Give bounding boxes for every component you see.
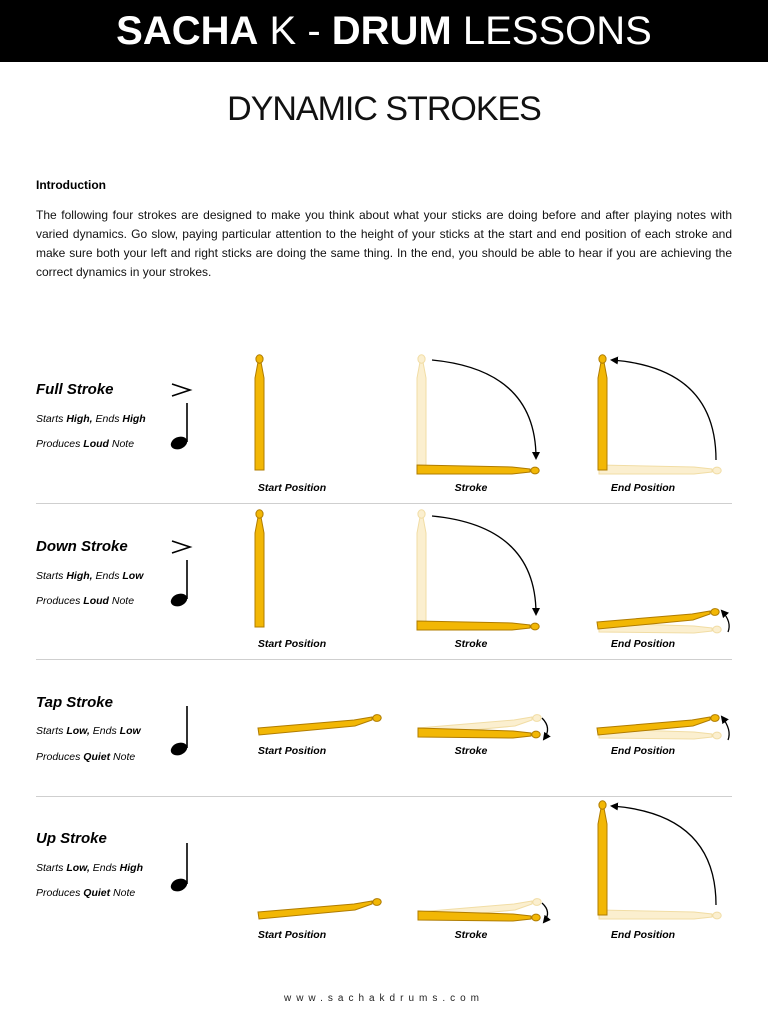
stroke-produces-full: Produces Loud Note — [36, 438, 135, 450]
stroke-produces-tap: Produces Quiet Note — [36, 751, 136, 763]
motion-arrow-icon — [432, 516, 536, 614]
intro-heading: Introduction — [36, 178, 106, 192]
intro-body: The following four strokes are designed to make you think about what your sticks are doing before and after playing notes with varied dynamics. Go slow, paying particular attention to the height of your sticks at the start and end position of each stroke and make sure both your left and right sticks are doing the same thing. In the end, you should be able to hear if you are achieving the correct dynamics in your strokes. — [36, 208, 732, 279]
stroke-name-down: Down Stroke — [36, 538, 128, 555]
footer-url[interactable]: www.sachakdrums.com — [283, 993, 485, 1004]
accent-mark-icon — [172, 541, 190, 553]
stroke-name-up: Up Stroke — [36, 830, 107, 847]
stroke-name-tap: Tap Stroke — [36, 694, 113, 711]
quarter-note-icon — [169, 843, 189, 894]
drumstick-icon — [418, 911, 540, 921]
stroke-starts-up: Starts Low, Ends High — [36, 862, 143, 874]
motion-arrow-icon — [612, 360, 716, 460]
label-start-position: Start Position — [257, 929, 327, 941]
drumstick-icon — [255, 355, 264, 470]
header-title-k: K - — [258, 9, 332, 53]
label-start-position: Start Position — [257, 482, 327, 494]
drumstick-icon — [255, 510, 264, 627]
drumstick-icon — [417, 621, 539, 630]
label-stroke: Stroke — [454, 482, 488, 494]
motion-arrow-icon — [542, 903, 548, 922]
motion-arrow-icon — [722, 611, 729, 632]
quarter-note-icon — [169, 706, 189, 758]
stroke-produces-up: Produces Quiet Note — [36, 887, 136, 899]
label-stroke: Stroke — [454, 929, 488, 941]
label-stroke: Stroke — [454, 745, 488, 757]
drumstick-icon — [598, 355, 607, 470]
drumstick-icon — [598, 801, 607, 915]
stroke-starts-down: Starts High, Ends Low — [36, 570, 144, 582]
accent-mark-icon — [172, 384, 190, 396]
drumstick-icon — [417, 465, 539, 474]
drumstick-icon — [258, 898, 381, 919]
label-stroke: Stroke — [454, 638, 488, 650]
quarter-note-icon — [169, 560, 189, 609]
header-title-drum: DRUM — [331, 9, 452, 53]
motion-arrow-icon — [722, 717, 729, 740]
header-title-lessons: LESSONS — [451, 9, 652, 53]
stroke-starts-tap: Starts Low, Ends Low — [36, 725, 141, 737]
label-end-position: End Position — [610, 638, 676, 650]
drumstick-icon — [418, 728, 540, 738]
stroke-starts-full: Starts High, Ends High — [36, 413, 146, 425]
motion-arrow-icon — [612, 806, 716, 905]
drumstick-ghost-icon — [599, 465, 721, 474]
motion-arrow-icon — [432, 360, 536, 458]
motion-arrow-icon — [542, 718, 548, 739]
stroke-name-full: Full Stroke — [36, 381, 114, 398]
page-title: DYNAMIC STROKES — [227, 90, 541, 128]
label-end-position: End Position — [610, 745, 676, 757]
stroke-produces-down: Produces Loud Note — [36, 595, 135, 607]
label-start-position: Start Position — [257, 638, 327, 650]
drumstick-ghost-icon — [417, 355, 426, 470]
quarter-note-icon — [169, 403, 189, 452]
label-end-position: End Position — [610, 929, 676, 941]
drumstick-ghost-icon — [599, 910, 721, 919]
header-title-sacha: SACHA — [116, 9, 259, 53]
label-end-position: End Position — [610, 482, 676, 494]
label-start-position: Start Position — [257, 745, 327, 757]
drumstick-ghost-icon — [417, 510, 426, 627]
drumstick-icon — [258, 714, 381, 735]
